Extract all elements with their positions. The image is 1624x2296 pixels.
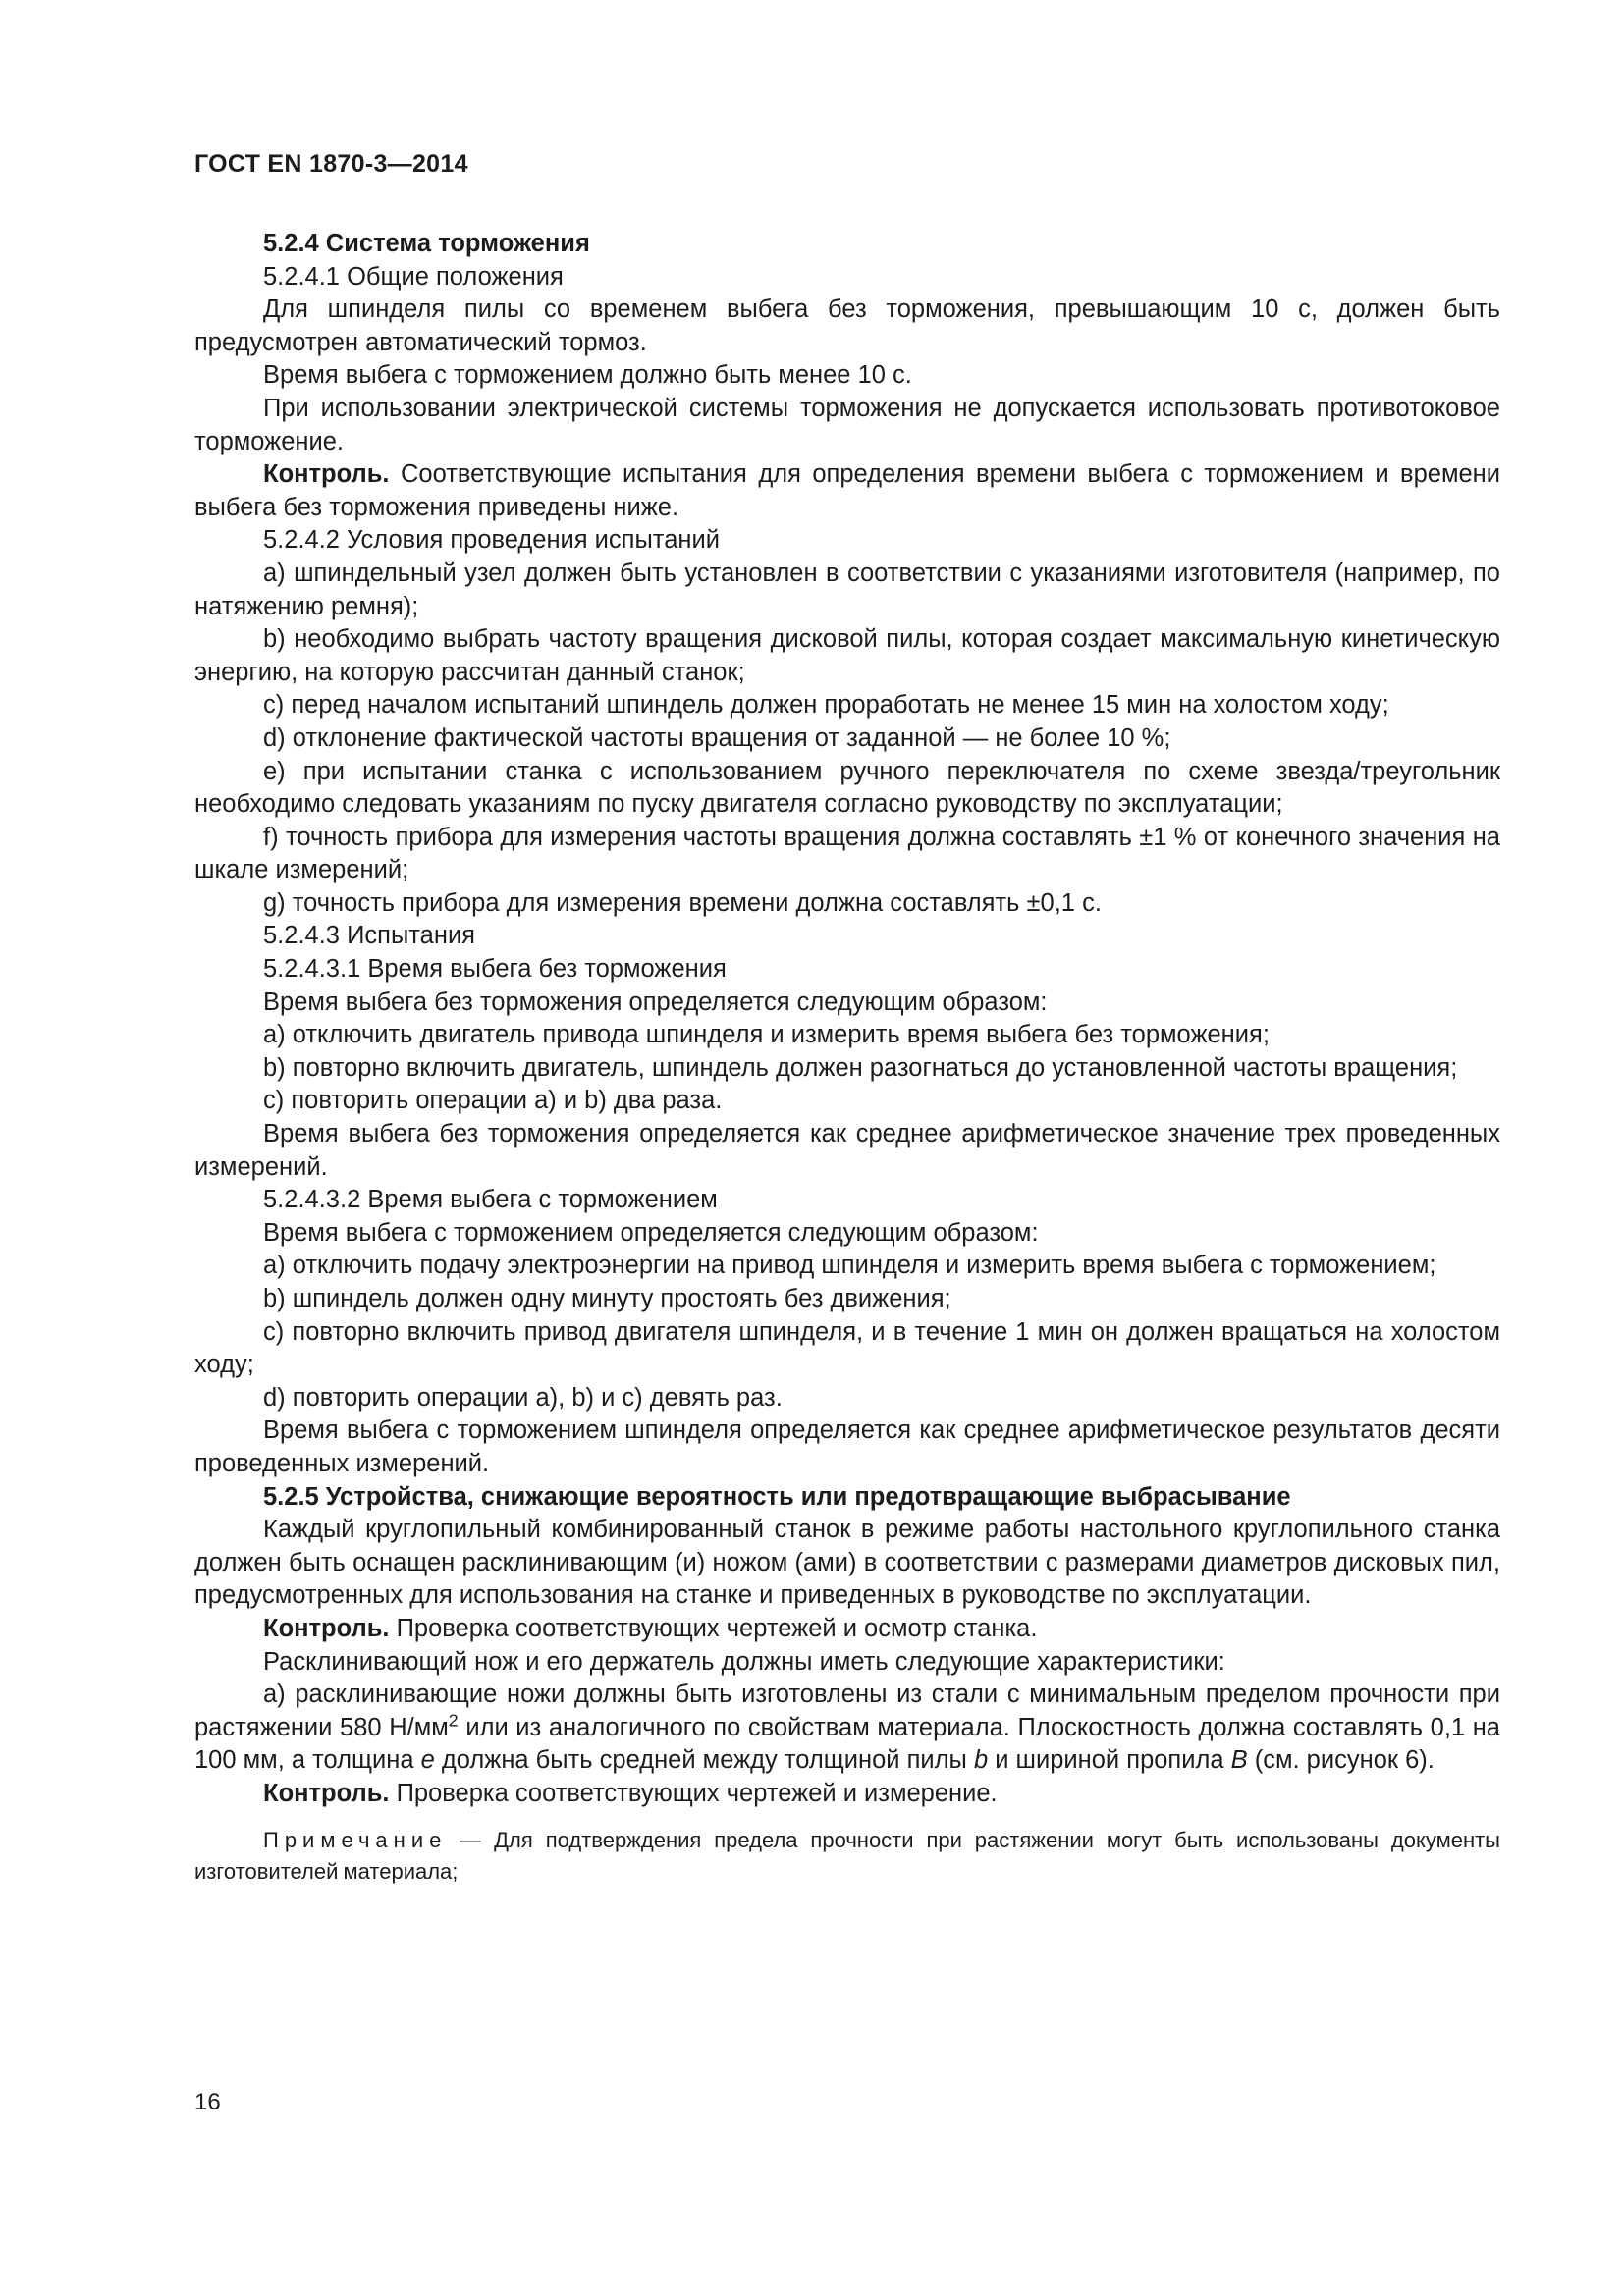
variable-b: b <box>973 1746 989 1775</box>
superscript: 2 <box>448 1710 459 1731</box>
note-text: — Для подтверждения предела прочности при растяжении могут быть использованы документы изготовителей материала; <box>194 1827 1500 1884</box>
list-item: d) отклонение фактической частоты вращения от заданной — не более 10 %; <box>263 723 1171 752</box>
list-item: d) повторить операции a), b) и c) девять раз. <box>263 1383 783 1412</box>
variable-e: e <box>420 1746 435 1775</box>
list-item: e) при испытании станка с использованием ручного переключателя по схеме звезда/треугольник необходимо следовать указаниям по пуску двигателя согласно руководству по эксплуатации; <box>194 757 1500 819</box>
list-item: a) отключить двигатель привода шпинделя и измерить время выбега без торможения; <box>263 1021 1270 1049</box>
control-paragraph <box>194 1613 1500 1646</box>
text-run: (см. рисунок 6). <box>1247 1746 1435 1775</box>
page-number: 16 <box>194 2089 221 2115</box>
document-body <box>194 228 1500 1888</box>
section-5-2-4-3-1-heading: 5.2.4.3.1 Время выбега без торможения <box>263 955 727 984</box>
list-item <box>194 1679 1500 1778</box>
section-5-2-4-heading: 5.2.4 Система торможения <box>263 230 590 257</box>
list-item: b) необходимо выбрать частоту вращения дисковой пилы, которая создает максимальную кинетическую энергию, на которую рассчитан данный станок; <box>194 625 1500 686</box>
list-item: b) шпиндель должен одну минуту простоять без движения; <box>263 1285 951 1312</box>
list-item: f) точность прибора для измерения частоты вращения должна составлять ±1 % от конечного значения на шкале измерений; <box>194 823 1500 884</box>
control-text: Проверка соответствующих чертежей и осмотр станка. <box>389 1614 1038 1642</box>
control-label: Контроль. <box>263 1779 390 1807</box>
list-item: c) перед началом испытаний шпиндель должен проработать не менее 15 мин на холостом ходу; <box>263 691 1389 720</box>
note-label: Примечание <box>263 1827 448 1852</box>
section-5-2-4-3-heading: 5.2.4.3 Испытания <box>263 922 475 950</box>
paragraph: Каждый круглопильный комбинированный станок в режиме работы настольного круглопильного станка должен быть оснащен расклинивающим (и) ножом (ами) в соответствии с размерами диаметров дисковых пил, предусмотренных для использования на станке и приведенных в руководстве по эксплуатации. <box>194 1516 1500 1610</box>
text-run: и шириной пропила <box>988 1746 1231 1775</box>
control-label: Контроль. <box>263 1614 390 1642</box>
list-item: a) шпиндельный узел должен быть установлен в соответствии с указаниями изготовителя (например, по натяжению ремня); <box>194 559 1500 620</box>
paragraph: Время выбега с торможением шпинделя определяется как среднее арифметическое результатов десяти проведенных измерений. <box>194 1416 1500 1477</box>
paragraph: Для шпинделя пилы со временем выбега без торможения, превышающим 10 с, должен быть предусмотрен автоматический тормоз. <box>194 295 1500 356</box>
list-item: c) повторить операции a) и b) два раза. <box>263 1087 723 1115</box>
control-text: Проверка соответствующих чертежей и измерение. <box>389 1779 998 1807</box>
paragraph: Время выбега без торможения определяется как среднее арифметическое значение трех проведенных измерений. <box>194 1120 1500 1181</box>
paragraph: Время выбега с торможением должно быть менее 10 с. <box>263 361 912 390</box>
control-label: Контроль. <box>263 460 390 489</box>
paragraph: Расклинивающий нож и его держатель должны иметь следующие характеристики: <box>263 1647 1225 1676</box>
paragraph: При использовании электрической системы торможения не допускается использовать противотоковое торможение. <box>194 394 1500 455</box>
section-5-2-4-3-2-heading: 5.2.4.3.2 Время выбега с торможением <box>263 1186 718 1214</box>
paragraph: Время выбега без торможения определяется следующим образом: <box>263 988 1048 1016</box>
document-header: ГОСТ EN 1870-3—2014 <box>194 150 468 178</box>
paragraph: Время выбега с торможением определяется следующим образом: <box>263 1218 1039 1247</box>
list-item: a) отключить подачу электроэнергии на привод шпинделя и измерить время выбега с торможением; <box>263 1252 1436 1280</box>
list-item: c) повторно включить привод двигателя шпинделя, и в течение 1 мин он должен вращаться на холостом ходу; <box>194 1317 1500 1379</box>
list-item: g) точность прибора для измерения времени должна составлять ±0,1 с. <box>263 888 1102 917</box>
variable-B: B <box>1230 1746 1248 1775</box>
list-item: b) повторно включить двигатель, шпиндель должен разогнаться до установленной частоты вращения; <box>263 1053 1458 1082</box>
section-5-2-5-heading: 5.2.5 Устройства, снижающие вероятность или предотвращающие выбрасывание <box>263 1482 1291 1511</box>
control-paragraph <box>194 458 1500 524</box>
text-run: a) расклинивающие ножи должны быть изготовлены из стали с минимальным пределом прочности при растяжении 580 Н/мм <box>194 1681 1500 1741</box>
note-paragraph <box>194 1825 1500 1888</box>
text-run: должна быть средней между толщиной пилы <box>434 1746 974 1775</box>
text-run: или из аналогичного по свойствам материала. Плоскостность должна составлять 0,1 на 100 мм, а толщина <box>194 1713 1500 1775</box>
section-5-2-4-1-heading: 5.2.4.1 Общие положения <box>263 262 564 291</box>
control-paragraph <box>194 1778 1500 1811</box>
control-text: Соответствующие испытания для определения времени выбега с торможением и времени выбега без торможения приведены ниже. <box>194 460 1500 521</box>
section-5-2-4-2-heading: 5.2.4.2 Условия проведения испытаний <box>263 526 720 555</box>
